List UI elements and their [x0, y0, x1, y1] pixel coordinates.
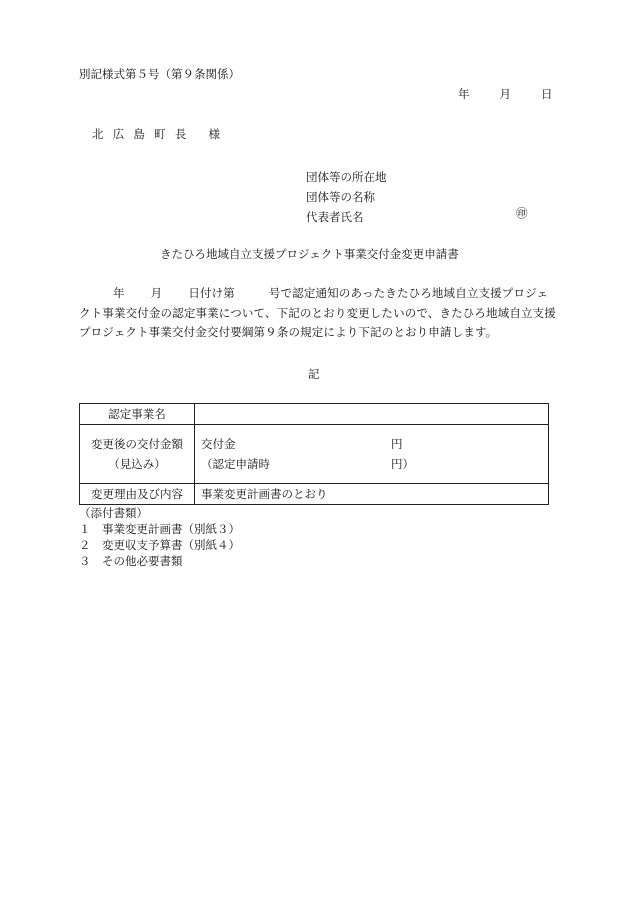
amount-field[interactable]: [195, 425, 549, 484]
body-year: 年: [113, 286, 125, 300]
addressee: [92, 126, 220, 142]
table-row: [80, 425, 549, 484]
grant-amount-label: 交付金: [201, 437, 236, 451]
organization-name-label: 団体等の名称: [306, 190, 375, 204]
document-title: きたひろ地域自立支援プロジェクト事業交付金変更申請書: [160, 247, 459, 261]
application-table: [79, 403, 549, 505]
date-month: 月: [499, 87, 511, 101]
body-month: 月: [150, 286, 163, 300]
date-line: [458, 86, 553, 102]
addressee-char: 町: [154, 127, 166, 141]
body-dated: 日付け第: [188, 286, 235, 300]
grant-amount-unit: 円: [391, 437, 403, 451]
table-row: [80, 404, 549, 425]
addressee-honorific: 様: [208, 127, 221, 141]
amount-label-line1: 変更後の交付金額: [91, 437, 183, 451]
attachment-item: １ 事業変更計画書（別紙３）: [79, 522, 240, 536]
addressee-char: 北: [92, 127, 104, 141]
change-reason-label: 変更理由及び内容: [80, 484, 195, 505]
attachments-list: [79, 505, 240, 569]
addressee-char: 長: [174, 127, 187, 141]
certified-amount-unit: 円）: [391, 457, 414, 471]
amount-label: [80, 425, 195, 484]
addressee-char: 島: [133, 127, 146, 141]
ki-heading: 記: [308, 367, 320, 381]
addressee-char: 広: [112, 127, 125, 141]
address-label: 団体等の所在地: [306, 170, 387, 184]
attachment-item: ２ 変更収支予算書（別紙４）: [79, 538, 240, 552]
certified-amount-label: （認定申請時: [201, 457, 270, 471]
grant-amount-line: [201, 434, 542, 454]
seal-mark: ㊞: [516, 206, 528, 220]
date-day: 日: [541, 87, 553, 101]
request-body: [79, 284, 557, 343]
project-name-label: 認定事業名: [80, 404, 195, 425]
amount-label-line2: （見込み）: [108, 457, 166, 471]
date-year: 年: [458, 87, 470, 101]
certified-amount-line: [201, 454, 542, 474]
attachment-item: ３ その他必要書類: [79, 554, 183, 568]
representative-label: 代表者氏名: [306, 210, 364, 224]
form-number: 別記様式第５号（第９条関係）: [79, 67, 240, 81]
table-row: [80, 484, 549, 505]
applicant-block: [306, 167, 387, 227]
change-reason-field[interactable]: 事業変更計画書のとおり: [195, 484, 549, 505]
project-name-field[interactable]: [195, 404, 549, 425]
body-text: 号で認定通知のあったきたひろ地域自立支援プロジェクト事業交付金の認定事業について、下記のとおり変更したいので、きたひろ地域自立支援プロジェクト事業交付金交付要綱第９条の規定により下記のとおり申請します。: [79, 286, 556, 339]
attachments-heading: （添付書類）: [79, 506, 148, 520]
